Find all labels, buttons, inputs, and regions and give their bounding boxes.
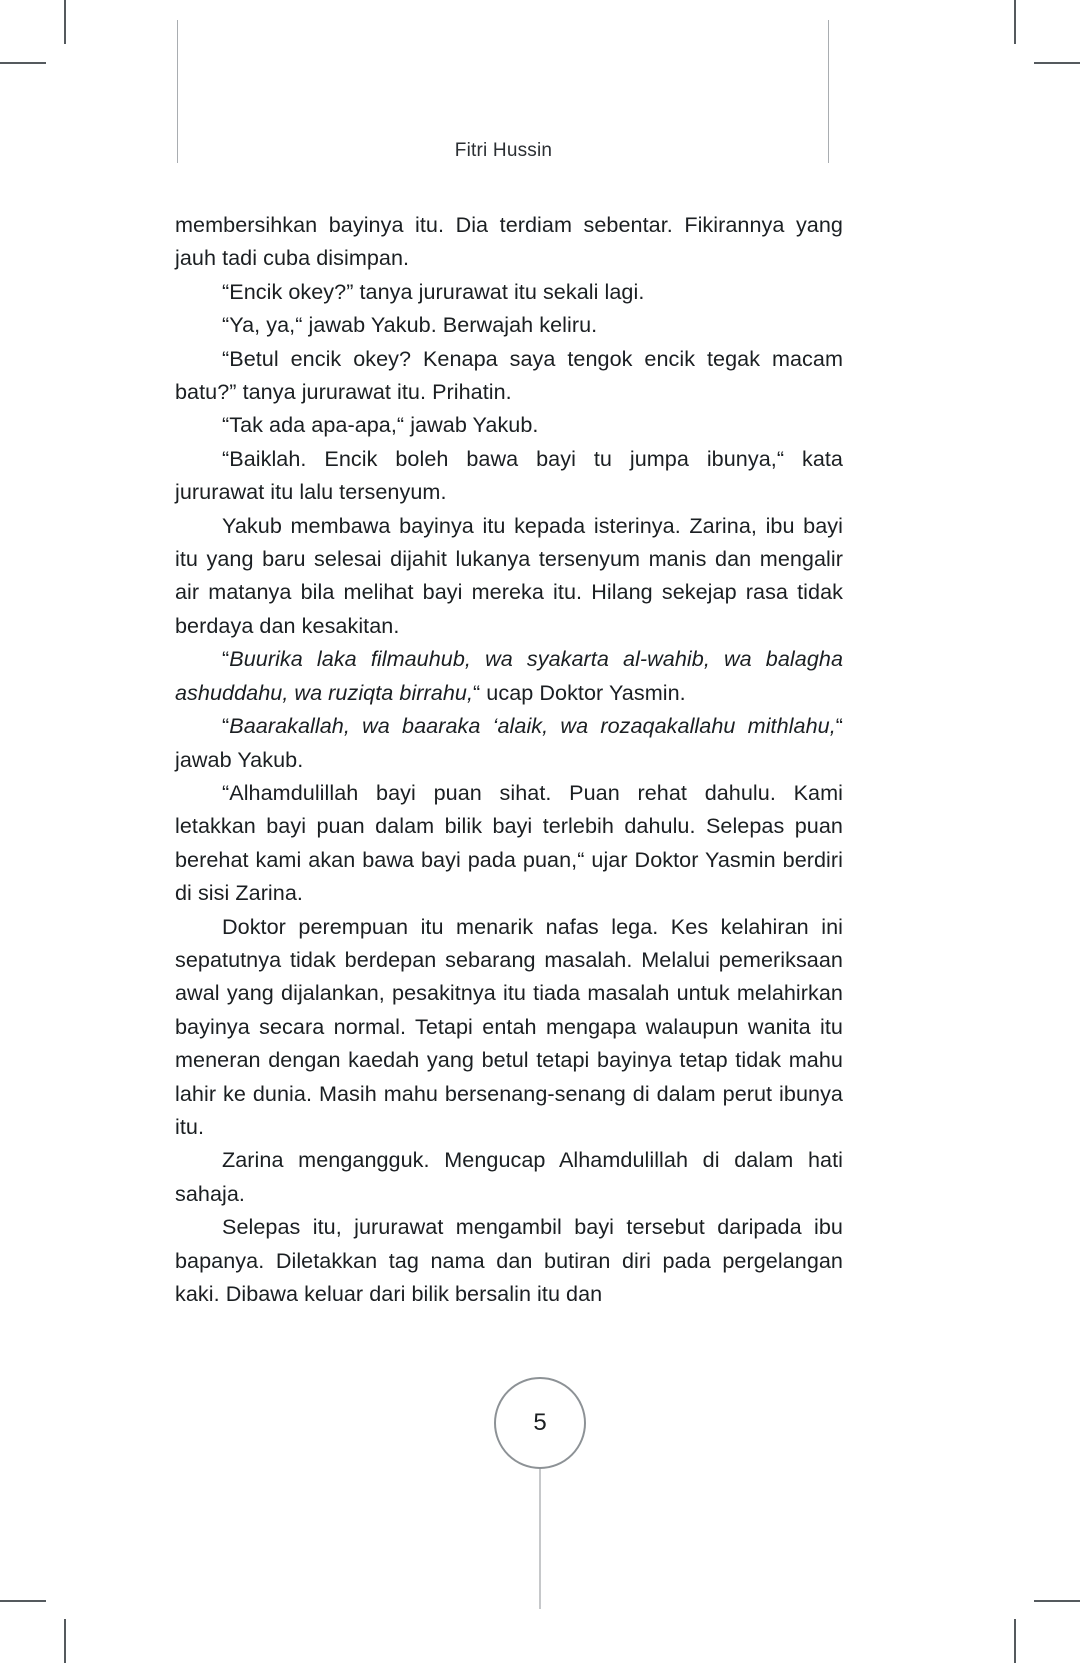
paragraph-transliteration <box>175 642 843 709</box>
arabic-transliteration: Buurika laka filmauhub, wa syakarta al-wahib, wa balagha ashuddahu, wa ruziqta birrahu, <box>175 646 843 705</box>
paragraph: “Encik okey?” tanya jururawat itu sekali lagi. <box>222 278 645 304</box>
folio-stem-line <box>540 1469 541 1609</box>
crop-mark-top-left-vertical <box>64 0 66 44</box>
paragraph: membersihkan bayinya itu. Dia terdiam sebentar. Fikirannya yang jauh tadi cuba disimpan. <box>175 212 843 271</box>
quote-open: “ <box>222 713 230 739</box>
quote-open: “ <box>222 646 230 672</box>
page-number: 5 <box>533 1409 547 1436</box>
quote-close: “ jawab Yakub. <box>175 713 843 772</box>
crop-mark-bottom-left-vertical <box>64 1619 66 1663</box>
paragraph: Yakub membawa bayinya itu kepada isterinya. Zarina, ibu bayi itu yang baru selesai dijahit lukanya tersenyum manis dan mengalir air matanya bila melihat bayi mereka itu. Hilang sekejap rasa tidak berdaya dan kesakitan. <box>175 512 843 638</box>
paragraph: Selepas itu, jururawat mengambil bayi tersebut daripada ibu bapanya. Diletakkan tag nama dan butiran diri pada pergelangan kaki. Dibawa keluar dari bilik bersalin itu dan <box>175 1214 843 1306</box>
paragraph: “Alhamdulillah bayi puan sihat. Puan rehat dahulu. Kami letakkan bayi puan dalam bilik bayi terlebih dahulu. Selepas puan berehat kami akan bawa bayi pada puan,“ ujar Doktor Yasmin berdiri di sisi Zarina. <box>175 779 843 906</box>
folio-circle <box>494 1377 586 1469</box>
quote-close: “ ucap Doktor Yasmin. <box>473 679 686 705</box>
paragraph: Zarina mengangguk. Mengucap Alhamdulillah di dalam hati sahaja. <box>175 1147 843 1206</box>
crop-mark-top-right-vertical <box>1014 0 1016 44</box>
crop-mark-top-right-horizontal <box>1034 62 1080 64</box>
page-folio <box>0 1377 1080 1607</box>
paragraph: “Ya, ya,“ jawab Yakub. Berwajah keliru. <box>222 312 598 338</box>
running-head: Fitri Hussin <box>454 140 553 161</box>
body-text-column <box>175 208 843 1310</box>
paragraph: Doktor perempuan itu menarik nafas lega. Kes kelahiran ini sepatutnya tidak berdepan sebarang masalah. Melalui pemeriksaan awal yang dijalankan, pesakitnya itu tiada masalah untuk melahirkan bayinya secara normal. Tetapi entah mengapa walaupun wanita itu meneran dengan kaedah yang betul tetapi bayinya tetap tidak mahu lahir ke dunia. Masih mahu bersenang-senang di dalam perut ibunya itu. <box>175 913 843 1139</box>
crop-mark-top-left-horizontal <box>0 62 46 64</box>
paragraph: “Tak ada apa-apa,“ jawab Yakub. <box>222 412 539 438</box>
paragraph-transliteration <box>175 709 843 776</box>
paragraph: “Betul encik okey? Kenapa saya tengok encik tegak macam batu?” tanya jururawat itu. Prihatin. <box>175 345 843 405</box>
crop-mark-bottom-right-vertical <box>1014 1619 1016 1663</box>
paragraph: “Baiklah. Encik boleh bawa bayi tu jumpa ibunya,“ kata jururawat itu lalu tersenyum. <box>175 445 843 505</box>
arabic-transliteration: Baarakallah, wa baaraka ‘alaik, wa rozaqakallahu mithlahu, <box>229 713 836 739</box>
